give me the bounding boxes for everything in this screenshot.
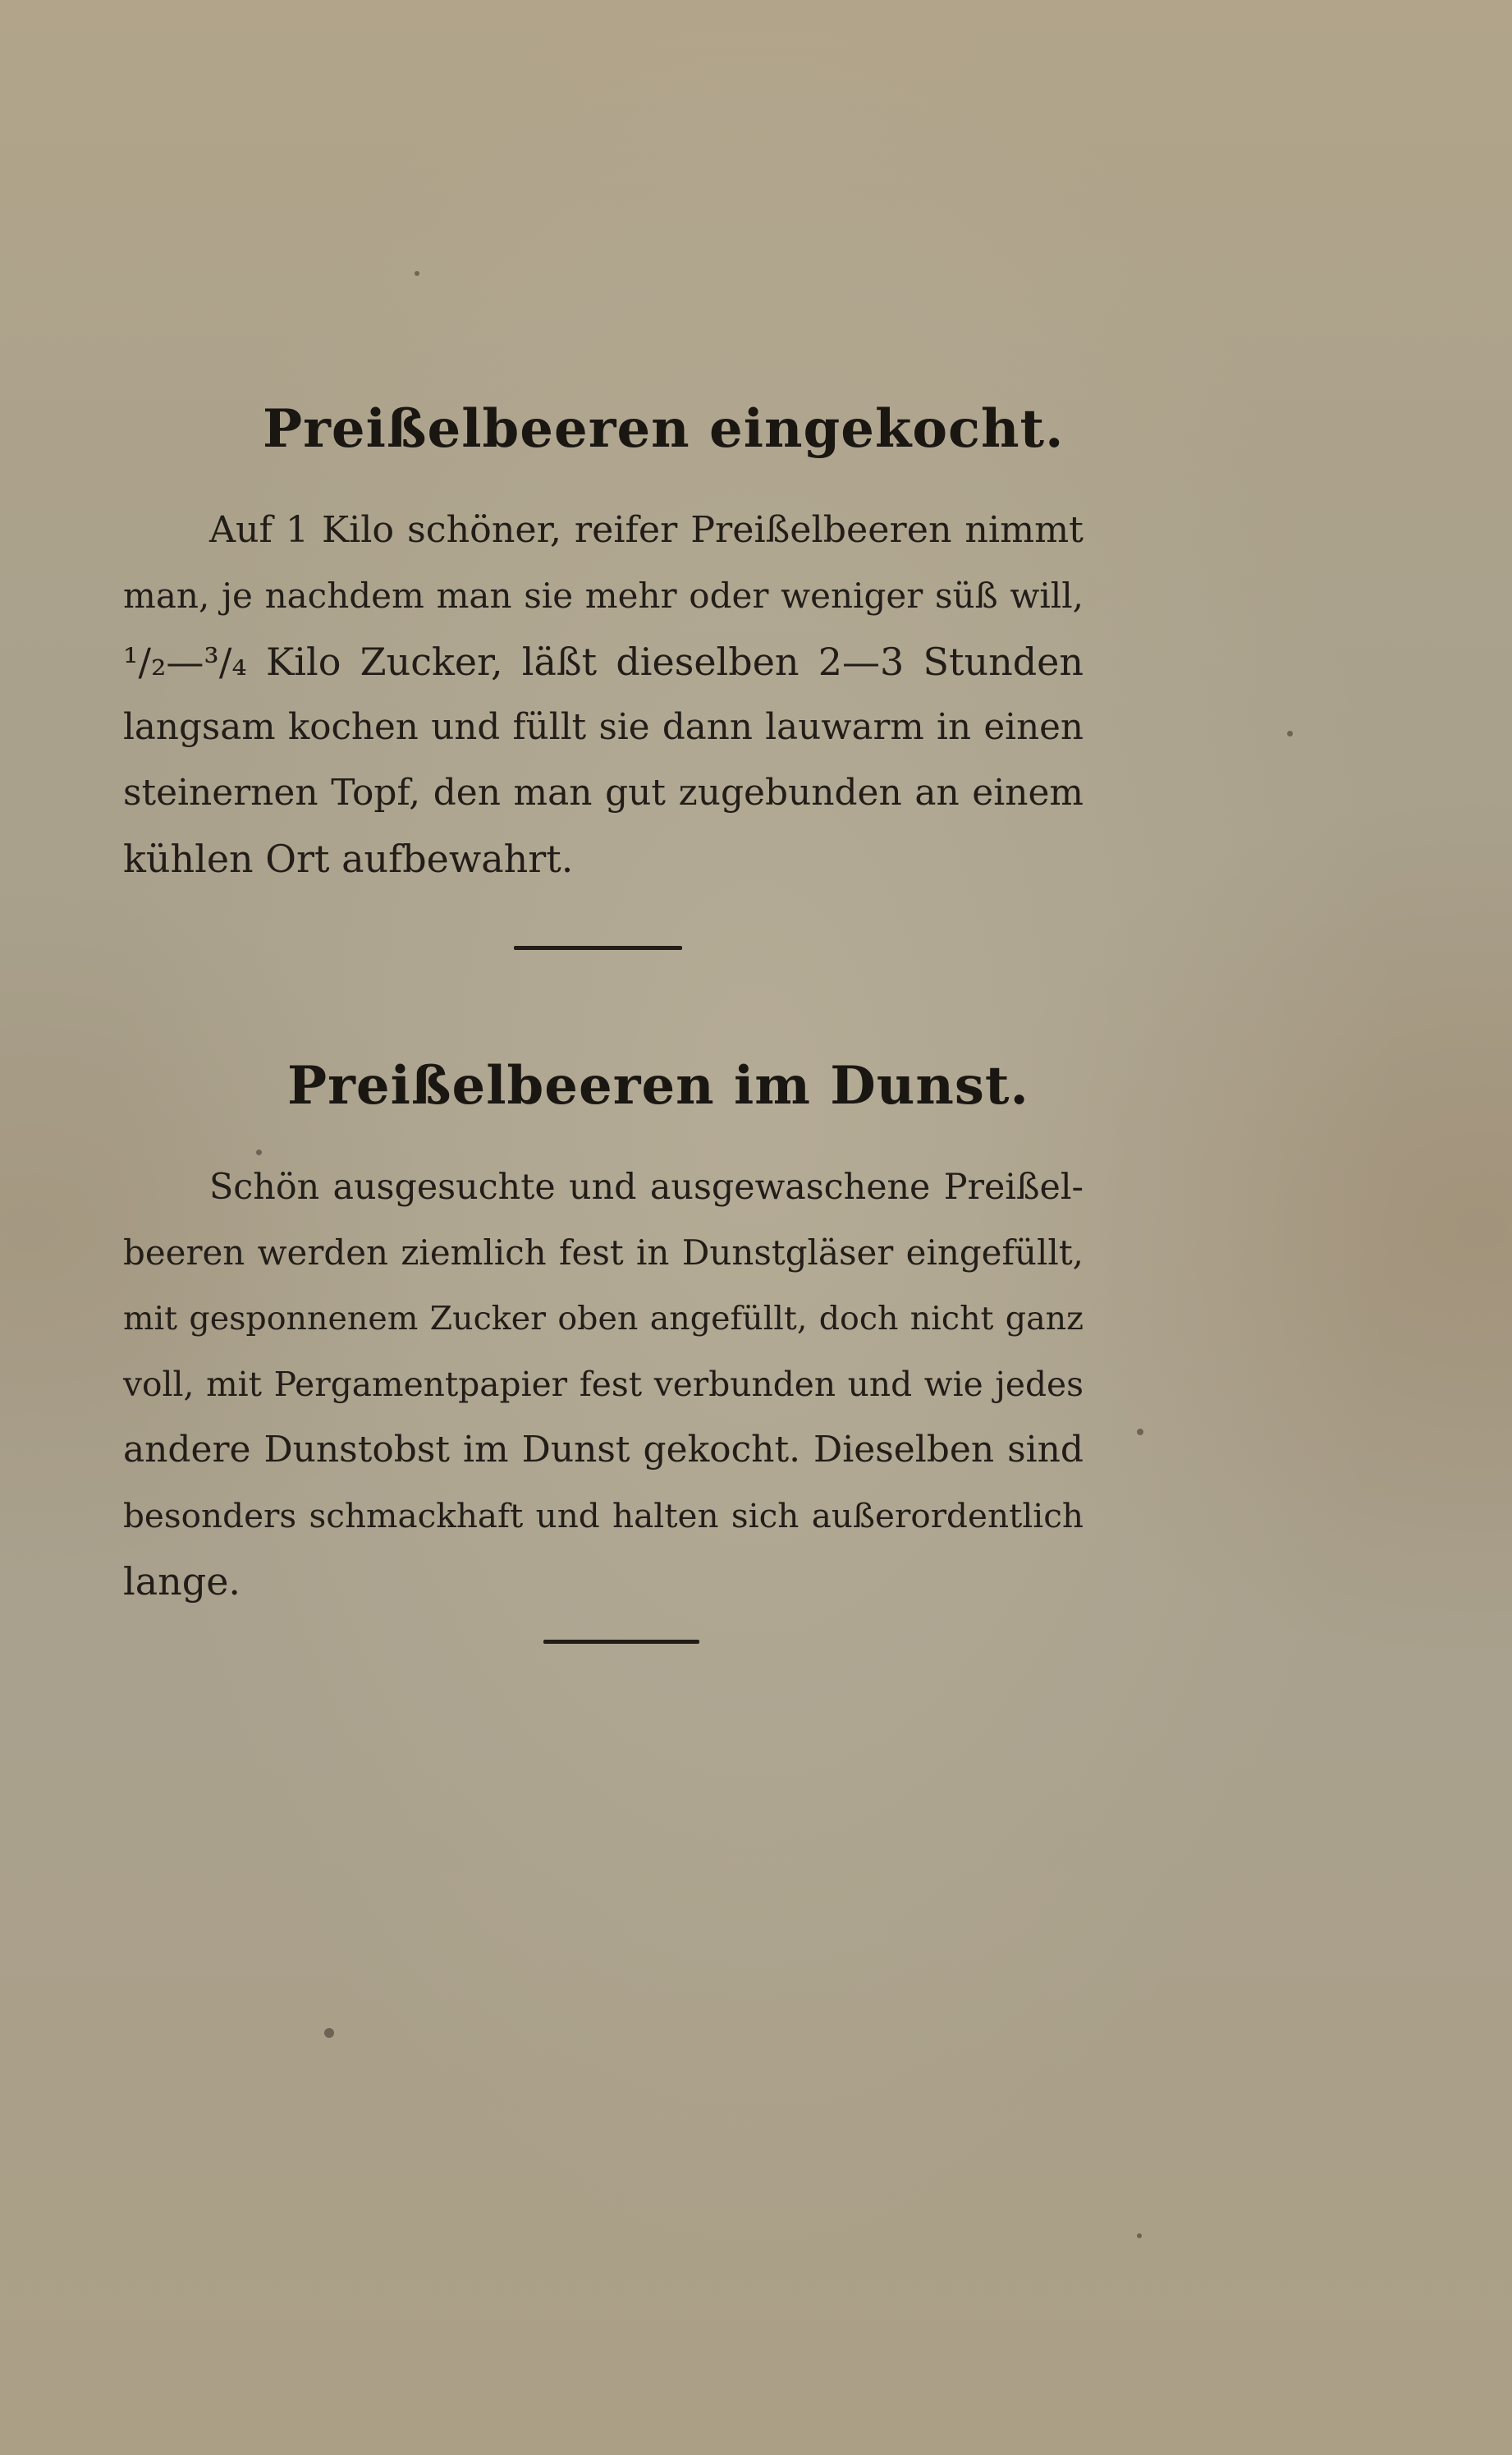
text-line: Schön ausgesuchte und ausgewaschene Preißel- xyxy=(209,1167,1084,1208)
text-line: ¹/₂—³/₄ Kilo Zucker, läßt dieselben 2—3 Stunden xyxy=(123,640,1084,684)
paper-speck xyxy=(1287,731,1293,736)
text-line: Auf 1 Kilo schöner, reifer Preißelbeeren nimmt xyxy=(209,509,1084,551)
section-divider xyxy=(514,946,682,950)
paper-speck xyxy=(1137,1429,1143,1435)
text-line: voll, mit Pergamentpapier fest verbunden und wie jedes xyxy=(123,1365,1084,1404)
recipe-title: Preißelbeeren eingekocht. xyxy=(263,398,1065,460)
recipe-preisselbeeren-eingekocht xyxy=(123,392,1084,892)
paper-speck xyxy=(324,2028,334,2038)
text-line: mit gesponnenem Zucker oben angefüllt, doch nicht ganz xyxy=(123,1300,1084,1338)
section-divider xyxy=(543,1640,699,1644)
text-line: andere Dunstobst im Dunst gekocht. Dieselben sind xyxy=(123,1429,1084,1471)
recipe-text xyxy=(123,1154,1084,1614)
paper-speck xyxy=(415,271,419,276)
text-line: steinernen Topf, den man gut zugebunden an einem xyxy=(123,772,1084,814)
paper-speck xyxy=(1137,2233,1142,2238)
text-line: man, je nachdem man sie mehr oder weniger süß will, xyxy=(123,576,1084,616)
recipe-title: Preißelbeeren im Dunst. xyxy=(287,1055,1029,1117)
text-line: langsam kochen und füllt sie dann lauwarm in einen xyxy=(123,707,1084,748)
text-line: lange. xyxy=(123,1559,241,1604)
text-line: kühlen Ort aufbewahrt. xyxy=(123,837,574,881)
text-line: besonders schmackhaft und halten sich außerordentlich xyxy=(123,1496,1084,1535)
recipe-text xyxy=(123,498,1084,892)
paper-speck xyxy=(256,1149,262,1155)
recipe-preisselbeeren-im-dunst xyxy=(123,1049,1084,1614)
text-line: beeren werden ziemlich fest in Dunstgläser eingefüllt, xyxy=(123,1232,1084,1273)
